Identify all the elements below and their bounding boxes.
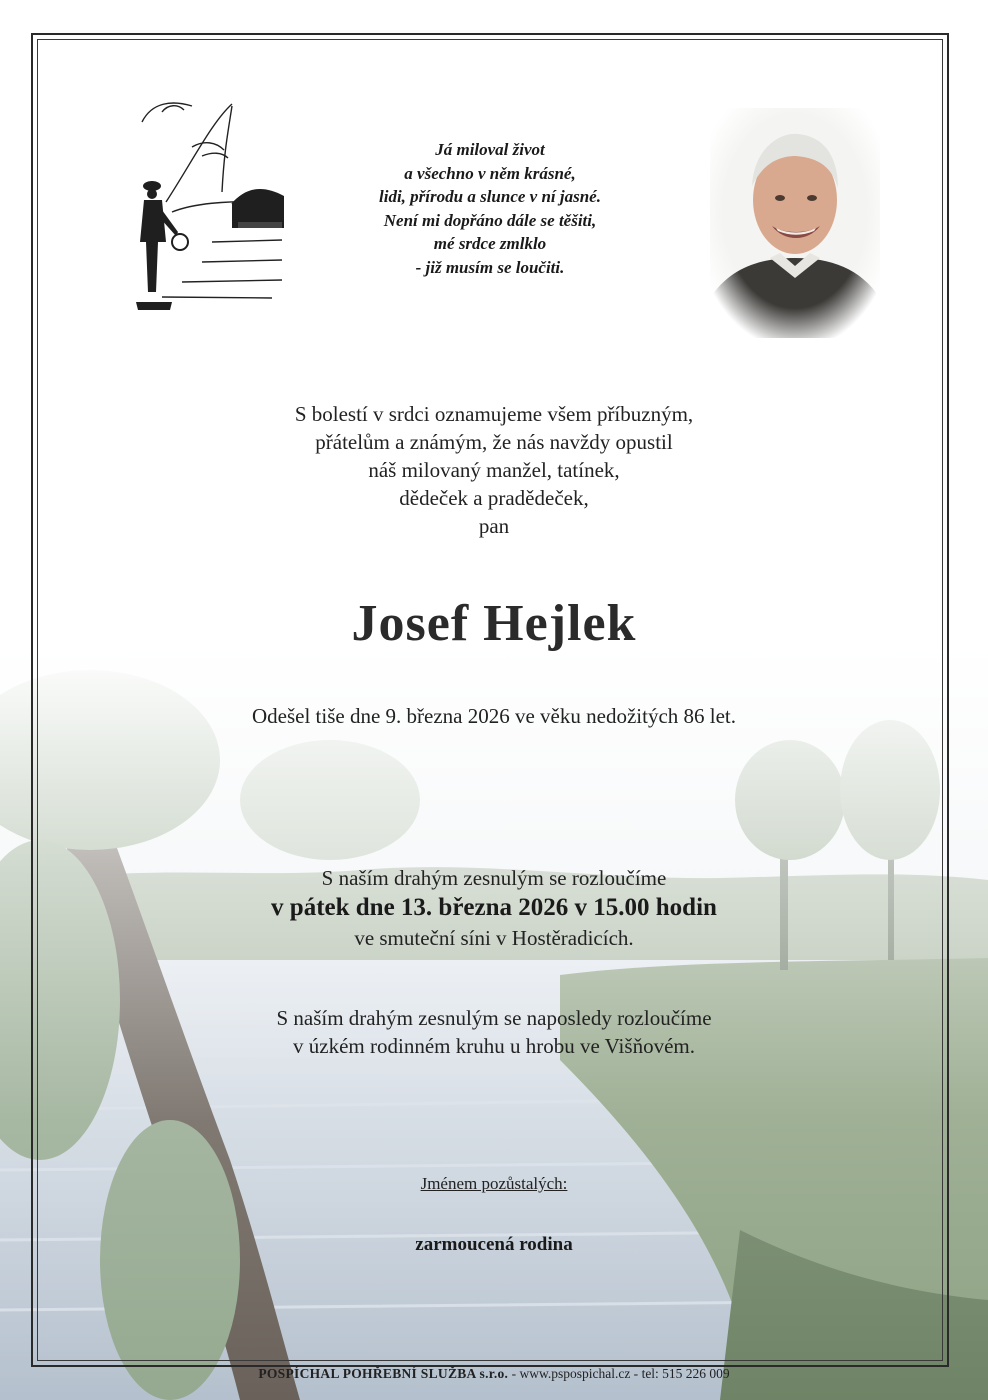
announcement-line: dědeček a pradědeček, [399, 486, 589, 510]
announcement-text [200, 400, 788, 540]
departed-date-text: Odešel tiše dne 9. března 2026 ve věku nedožitých 86 let. [251, 704, 736, 728]
announcement-line: přátelům a známým, že nás navždy opustil [315, 430, 673, 454]
survivors-name: zarmoucená rodina [415, 1234, 573, 1255]
footer-website: - www.pspospichal.cz - [508, 1366, 642, 1381]
announcement-line: S bolestí v srdci oznamujeme všem příbuzným, [294, 402, 694, 426]
ceremony-place: ve smuteční síni v Hostěradicích. [354, 926, 634, 950]
poem-line: - již musím se loučiti. [415, 257, 565, 277]
burial-line: v úzkém rodinném kruhu u hrobu ve Višňovém. [293, 1034, 695, 1058]
deceased-name: Josef Hejlek [351, 595, 637, 652]
footer-company: POSPÍCHAL POHŘEBNÍ SLUŽBA s.r.o. [258, 1366, 509, 1381]
burial-line: S naším drahým zesnulým se naposledy rozloučíme [276, 1006, 712, 1030]
poem-line: Není mi dopřáno dále se těšiti, [383, 210, 597, 230]
survivors-label [300, 1172, 688, 1196]
announcement-line: náš milovaný manžel, tatínek, [368, 458, 620, 482]
deceased-portrait-photo [710, 108, 880, 338]
footer [100, 1364, 888, 1384]
footer-phone: tel: 515 226 009 [641, 1366, 730, 1381]
poem-line: lidi, přírodu a slunce v ní jasné. [379, 187, 601, 206]
ceremony-intro: S naším drahým zesnulým se rozloučíme [321, 866, 667, 890]
survivors-label-text: Jménem pozůstalých: [420, 1174, 568, 1193]
fisherman-sketch-icon [132, 92, 288, 318]
announcement-line: pan [478, 514, 510, 538]
poem [330, 138, 650, 279]
burial-info [150, 1004, 838, 1060]
poem-line: a všechno v něm krásné, [404, 163, 576, 183]
ceremony-datetime: v pátek dne 13. března 2026 v 15.00 hodin [271, 894, 717, 921]
poem-line: mé srdce zmlklo [433, 234, 547, 253]
ceremony-info [150, 864, 838, 952]
poem-line: Já miloval život [435, 140, 545, 159]
